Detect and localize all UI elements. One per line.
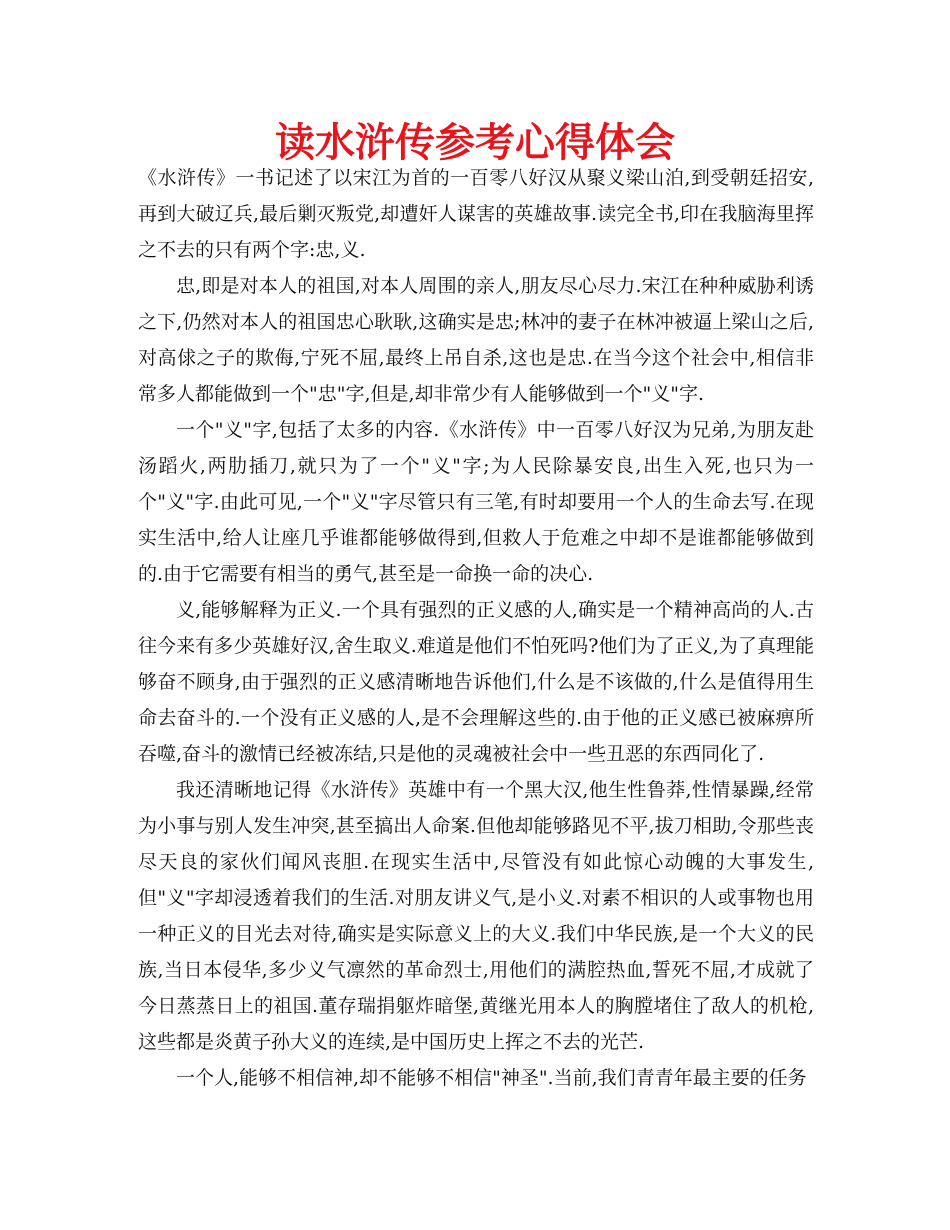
paragraph-4: 义,能够解释为正义.一个具有强烈的正义感的人,确实是一个精神高尚的人.古往今来有多少英雄好汉,舍生取义.难道是他们不怕死吗?他们为了正义,为了真理能够奋不顾身,由于强烈的正义感清晰地告诉他们,什么是不该做的,什么是值得用生命去奋斗的.一个没有正义感的人,是不会理解这些的.由于他的正义感已被麻痹所吞噬,奋斗的激情已经被冻结,只是他的灵魂被社会中一些丑恶的东西同化了. xyxy=(138,599,814,765)
paragraph-3: 一个"义"字,包括了太多的内容.《水浒传》中一百零八好汉为兄弟,为朋友赴汤蹈火,两肋插刀,就只为了一个"义"字;为人民除暴安良,出生入死,也只为一个"义"字.由此可见,一个"义"字尽管只有三笔,有时却要用一个人的生命去写.在现实生活中,给人让座几乎谁都能够做得到,但救人于危难之中却不是谁都能够做到的.由于它需要有相当的勇气,甚至是一命换一命的决心. xyxy=(138,419,814,585)
paragraph-5: 我还清晰地记得《水浒传》英雄中有一个黑大汉,他生性鲁莽,性情暴躁,经常为小事与别人发生冲突,甚至搞出人命案.但他却能够路见不平,拔刀相助,令那些丧尽天良的家伙们闻风丧胆.在现实生活中,尽管没有如此惊心动魄的大事发生,但"义"字却浸透着我们的生活.对朋友讲义气,是小义.对素不相识的人或事物也用一种正义的目光去对待,确实是实际意义上的大义.我们中华民族,是一个大义的民族,当日本侵华,多少义气凛然的革命烈士,用他们的满腔热血,誓死不屈,才成就了今日蒸蒸日上的祖国.董存瑞捐躯炸暗堡,黄继光用本人的胸膛堵住了敌人的机枪,这些都是炎黄子孙大义的连续,是中国历史上挥之不去的光芒. xyxy=(138,779,814,1053)
paragraph-1: 《水浒传》一书记述了以宋江为首的一百零八好汉从聚义梁山泊,到受朝廷招安,再到大破辽兵,最后剿灭叛党,却遭奸人谋害的英雄故事.读完全书,印在我脑海里挥之不去的只有两个字:忠,义. xyxy=(138,167,814,261)
paragraph-2: 忠,即是对本人的祖国,对本人周围的亲人,朋友尽心尽力.宋江在种种威胁利诱之下,仍然对本人的祖国忠心耿耿,这确实是忠;林冲的妻子在林冲被逼上梁山之后,对高俅之子的欺侮,宁死不屈,最终上吊自杀,这也是忠.在当今这个社会中,相信非常多人都能做到一个"忠"字,但是,却非常少有人能够做到一个"义"字. xyxy=(138,275,814,405)
document-title: 读水浒传参考心得体会 xyxy=(275,120,675,166)
paragraph-6: 一个人,能够不相信神,却不能够不相信"神圣".当前,我们青青年最主要的任务 xyxy=(176,1067,807,1089)
document-body xyxy=(138,160,814,1096)
